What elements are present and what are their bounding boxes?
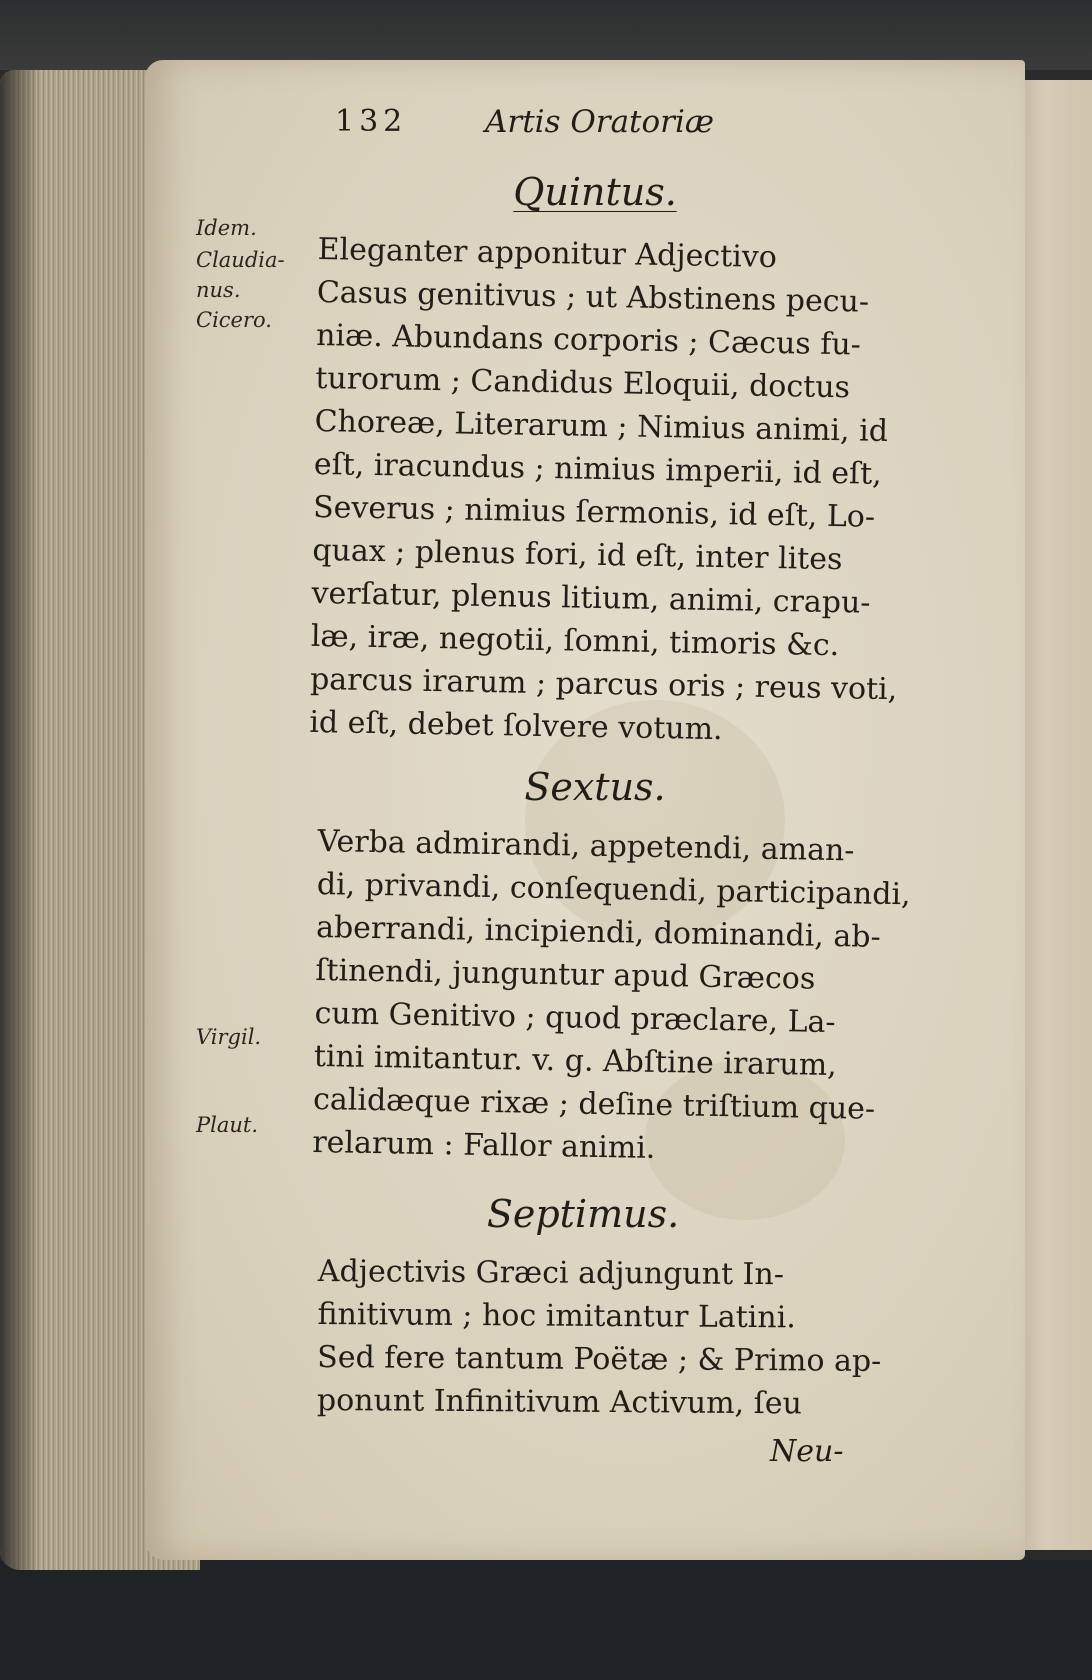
text-line: Severus ; nimius ſermonis, id eſt, Lo- bbox=[312, 489, 876, 535]
text-line: Sed fere tantum Poëtæ ; & Primo ap- bbox=[317, 1339, 882, 1379]
text-line: relarum : Fallor animi. bbox=[312, 1124, 656, 1166]
text-line: læ, iræ, negotii, ſomni, timoris &c. bbox=[310, 618, 840, 664]
page-edges-shadow bbox=[0, 70, 40, 1570]
section-body-septimus bbox=[316, 1250, 882, 1426]
running-title: Artis Oratoriæ bbox=[485, 104, 715, 140]
margin-note: Virgil. bbox=[196, 1025, 262, 1049]
text-line: aberrandi, incipiendi, dominandi, ab- bbox=[315, 909, 881, 955]
text-line: verſatur, plenus litium, animi, crapu- bbox=[311, 575, 871, 621]
margin-note: Claudia- bbox=[196, 248, 285, 272]
text-line: ponunt Infinitivum Activum, ſeu bbox=[316, 1382, 802, 1422]
text-line: Choreæ, Literarum ; Nimius animi, id bbox=[314, 403, 889, 449]
section-heading-sextus: Sextus. bbox=[524, 765, 666, 809]
section-body-quintus bbox=[309, 228, 898, 753]
text-line: niæ. Abundans corporis ; Cæcus fu- bbox=[315, 317, 862, 363]
text-line: Verba admirandi, appetendi, aman- bbox=[317, 823, 855, 869]
text-line: cum Genitivo ; quod præclare, La- bbox=[314, 995, 836, 1041]
text-line: eſt, iracundus ; nimius imperii, id eſt, bbox=[313, 446, 883, 492]
text-line: Eleganter apponitur Adjectivo bbox=[317, 231, 778, 276]
background-bottom bbox=[0, 1560, 1092, 1680]
text-line: turorum ; Candidus Eloquii, doctus bbox=[315, 360, 851, 406]
margin-note: nus. bbox=[196, 278, 241, 302]
catchword: Neu- bbox=[770, 1434, 844, 1469]
text-line: calidæque rixæ ; deſine triſtium que- bbox=[312, 1081, 876, 1127]
text-line: di, privandi, conſequendi, participandi, bbox=[316, 866, 911, 913]
text-line: parcus irarum ; parcus oris ; reus voti, bbox=[309, 661, 898, 708]
section-heading-quintus: Quintus. bbox=[513, 170, 677, 214]
margin-note: Cicero. bbox=[196, 308, 272, 332]
text-line: quax ; plenus fori, id eſt, inter lites bbox=[312, 532, 843, 578]
text-line: tini imitantur. v. g. Abſtine irarum, bbox=[313, 1038, 838, 1084]
section-heading-septimus: Septimus. bbox=[486, 1192, 680, 1236]
margin-note: Plaut. bbox=[196, 1113, 259, 1137]
text-line: Adjectivis Græci adjungunt In- bbox=[317, 1253, 785, 1293]
section-body-sextus bbox=[312, 820, 911, 1173]
page-number: 132 bbox=[335, 104, 408, 139]
text-line: ſtinendi, junguntur apud Græcos bbox=[315, 952, 816, 997]
text-line: id eſt, debet ſolvere votum. bbox=[309, 704, 723, 748]
margin-note: Idem. bbox=[196, 216, 257, 240]
text-line: Casus genitivus ; ut Abstinens pecu- bbox=[316, 274, 870, 320]
text-line: finitivum ; hoc imitantur Latini. bbox=[317, 1296, 796, 1336]
